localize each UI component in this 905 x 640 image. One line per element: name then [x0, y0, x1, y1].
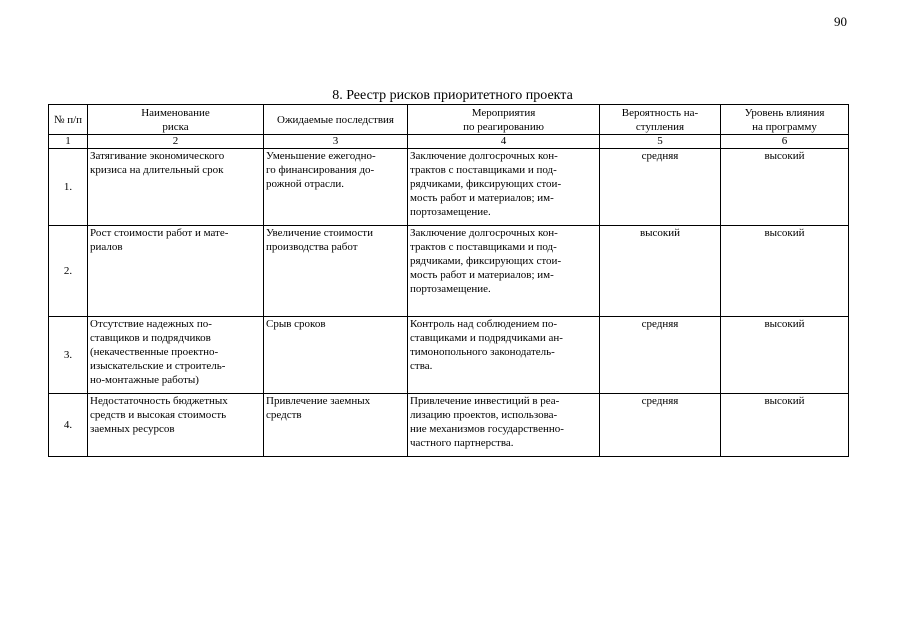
column-number-cell: 3 [264, 135, 408, 149]
row-number-cell: 3. [49, 317, 88, 394]
row-number-cell: 4. [49, 394, 88, 457]
header-cell-probability: Вероятность на- ступления [600, 105, 721, 135]
probability-cell: средняя [600, 317, 721, 394]
header-cell-impact: Уровень влияния на программу [721, 105, 849, 135]
page-number: 90 [834, 14, 847, 29]
consequences-cell: Привлечение заемных средств [264, 394, 408, 457]
risk-name-cell: Отсутствие надежных по- ставщиков и подрядчиков (некачественные проектно- изыскательские и строитель- но-монтажные работы) [88, 317, 264, 394]
impact-cell: высокий [721, 394, 849, 457]
column-number-cell: 5 [600, 135, 721, 149]
header-cell-consequences: Ожидаемые последствия [264, 105, 408, 135]
column-number-cell: 1 [49, 135, 88, 149]
measures-cell: Привлечение инвестиций в реа- лизацию проектов, использова- ние механизмов государственно- частного партнерства. [408, 394, 600, 457]
header-cell-measures: Мероприятия по реагированию [408, 105, 600, 135]
column-number-cell: 4 [408, 135, 600, 149]
measures-cell: Заключение долгосрочных кон- трактов с поставщиками и под- рядчиками, фиксирующих стои- мость работ и материалов; им- портозамещение. [408, 149, 600, 226]
impact-cell: высокий [721, 317, 849, 394]
measures-cell: Контроль над соблюдением по- ставщиками и подрядчиками ан- тимонопольного законодатель- ства. [408, 317, 600, 394]
header-cell-risk-name: Наименование риска [88, 105, 264, 135]
consequences-cell: Увеличение стоимости производства работ [264, 226, 408, 317]
measures-cell: Заключение долгосрочных кон- трактов с поставщиками и под- рядчиками, фиксирующих стои- мость работ и материалов; им- портозамещение. [408, 226, 600, 317]
consequences-cell: Срыв сроков [264, 317, 408, 394]
risk-register-table [48, 104, 849, 457]
impact-cell: высокий [721, 149, 849, 226]
column-number-cell: 2 [88, 135, 264, 149]
column-number-cell: 6 [721, 135, 849, 149]
table-row [49, 394, 849, 457]
row-number-cell: 1. [49, 149, 88, 226]
column-number-row [49, 135, 849, 149]
impact-cell: высокий [721, 226, 849, 317]
probability-cell: средняя [600, 149, 721, 226]
table-row [49, 149, 849, 226]
table-row [49, 317, 849, 394]
consequences-cell: Уменьшение ежегодно- го финансирования до- рожной отрасли. [264, 149, 408, 226]
risk-name-cell: Затягивание экономического кризиса на длительный срок [88, 149, 264, 226]
risk-name-cell: Рост стоимости работ и мате- риалов [88, 226, 264, 317]
header-row [49, 105, 849, 135]
document-title: 8. Реестр рисков приоритетного проекта [332, 88, 573, 103]
risk-name-cell: Недостаточность бюджетных средств и высокая стоимость заемных ресурсов [88, 394, 264, 457]
probability-cell: высокий [600, 226, 721, 317]
probability-cell: средняя [600, 394, 721, 457]
row-number-cell: 2. [49, 226, 88, 317]
table-row [49, 226, 849, 317]
header-cell-number: № п/п [49, 105, 88, 135]
